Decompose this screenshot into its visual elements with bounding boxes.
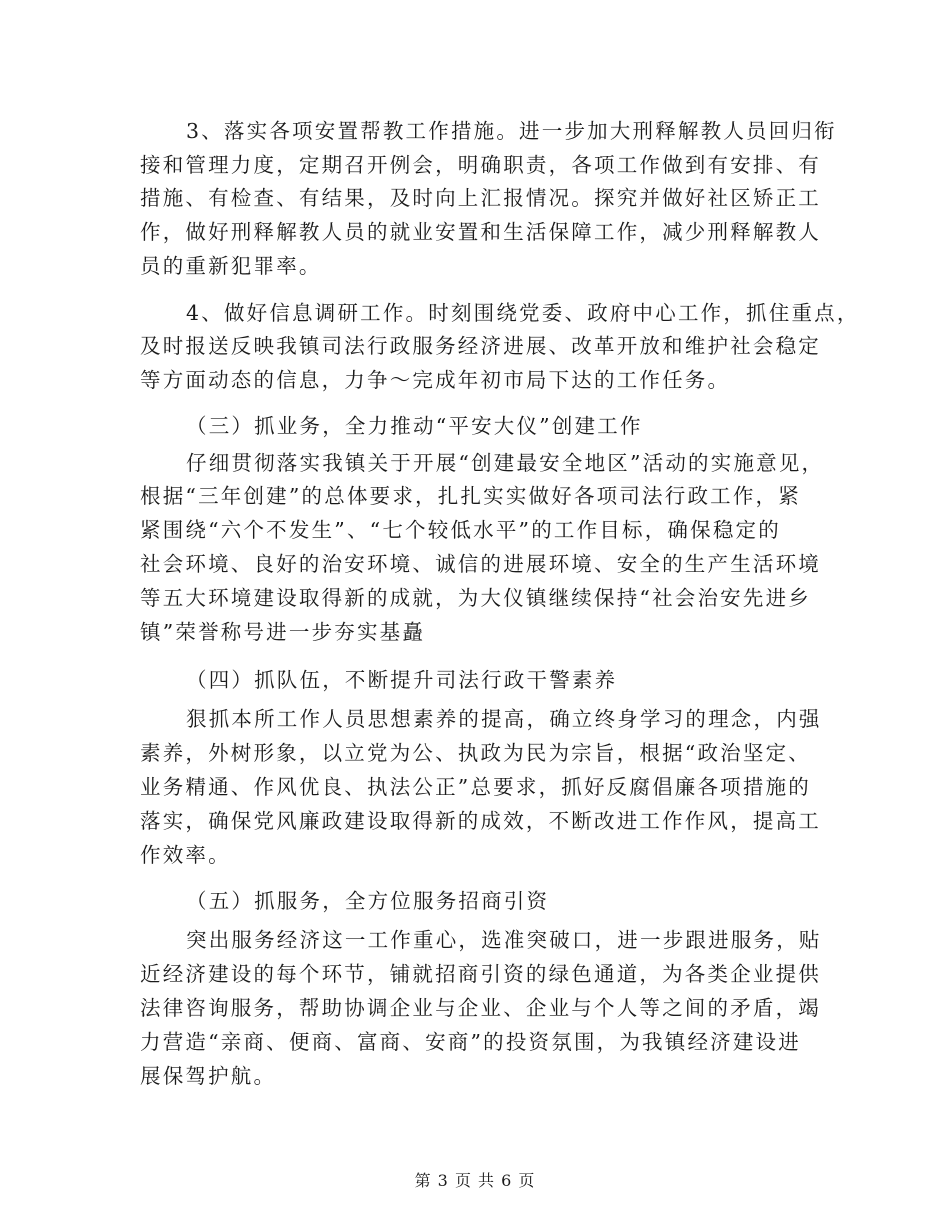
paragraph-line: 镇”荣誉称号进一步夯实基矗: [140, 620, 426, 644]
paragraph-line: 落实，确保党风廉政建设取得新的成效，不断改进工作作风，提高工: [140, 809, 821, 833]
paragraph-line: 狠抓本所工作人员思想素养的提高，确立终身学习的理念，内强: [186, 707, 822, 731]
paragraph-line: 4、做好信息调研工作。时刻围绕党委、政府中心工作，抓住重点，: [186, 301, 860, 325]
section-heading: （五）抓服务，全方位服务招商引资: [186, 889, 550, 913]
paragraph-line: 法律咨询服务，帮助协调企业与企业、企业与个人等之间的矛盾，竭: [140, 996, 821, 1020]
paragraph-line: 展保驾护航。: [140, 1064, 277, 1088]
paragraph-line: 社会环境、良好的治安环境、诚信的进展环境、安全的生产生活环境: [140, 552, 821, 576]
paragraph-line: 紧围绕“六个不发生”、“七个较低水平”的工作目标，确保稳定的: [140, 518, 781, 542]
paragraph-line: 员的重新犯罪率。: [140, 254, 322, 278]
section-heading: （四）抓队伍，不断提升司法行政干警素养: [186, 668, 618, 692]
paragraph-line: 根据“三年创建”的总体要求，扎扎实实做好各项司法行政工作，紧: [140, 484, 801, 508]
paragraph-line: 素养，外树形象，以立党为公、执政为民为宗旨，根据“政治坚定、: [140, 741, 811, 765]
paragraph-line: 仔细贯彻落实我镇关于开展“创建最安全地区”活动的实施意见，: [186, 451, 825, 475]
paragraph-line: 作效率。: [140, 843, 231, 867]
paragraph-line: 等方面动态的信息，力争～完成年初市局下达的工作任务。: [140, 368, 731, 392]
paragraph-line: 接和管理力度，定期召开例会，明确职责，各项工作做到有安排、有: [140, 153, 821, 177]
paragraph-line: 等五大环境建设取得新的成就，为大仪镇继续保持“社会治安先进乡: [140, 586, 811, 610]
paragraph-line: 力营造“亲商、便商、富商、安商”的投资氛围，为我镇经济建设进: [140, 1030, 801, 1054]
paragraph-line: 及时报送反映我镇司法行政服务经济进展、改革开放和维护社会稳定: [140, 334, 821, 358]
paragraph-line: 作，做好刑释解教人员的就业安置和生活保障工作，减少刑释解教人: [140, 220, 821, 244]
paragraph-line: 措施、有检查、有结果，及时向上汇报情况。探究并做好社区矫正工: [140, 186, 821, 210]
paragraph-line: 3、落实各项安置帮教工作措施。进一步加大刑释解教人员回归衔: [186, 119, 837, 143]
paragraph-line: 业务精通、作风优良、执法公正”总要求，抓好反腐倡廉各项措施的: [140, 775, 811, 799]
paragraph-line: 突出服务经济这一工作重心，选准突破口，进一步跟进服务，贴: [186, 928, 822, 952]
section-heading: （三）抓业务，全力推动“平安大仪”创建工作: [186, 414, 643, 438]
paragraph-line: 近经济建设的每个环节，铺就招商引资的绿色通道，为各类企业提供: [140, 962, 821, 986]
page-number-footer: 第 3 页 共 6 页: [414, 1171, 536, 1190]
